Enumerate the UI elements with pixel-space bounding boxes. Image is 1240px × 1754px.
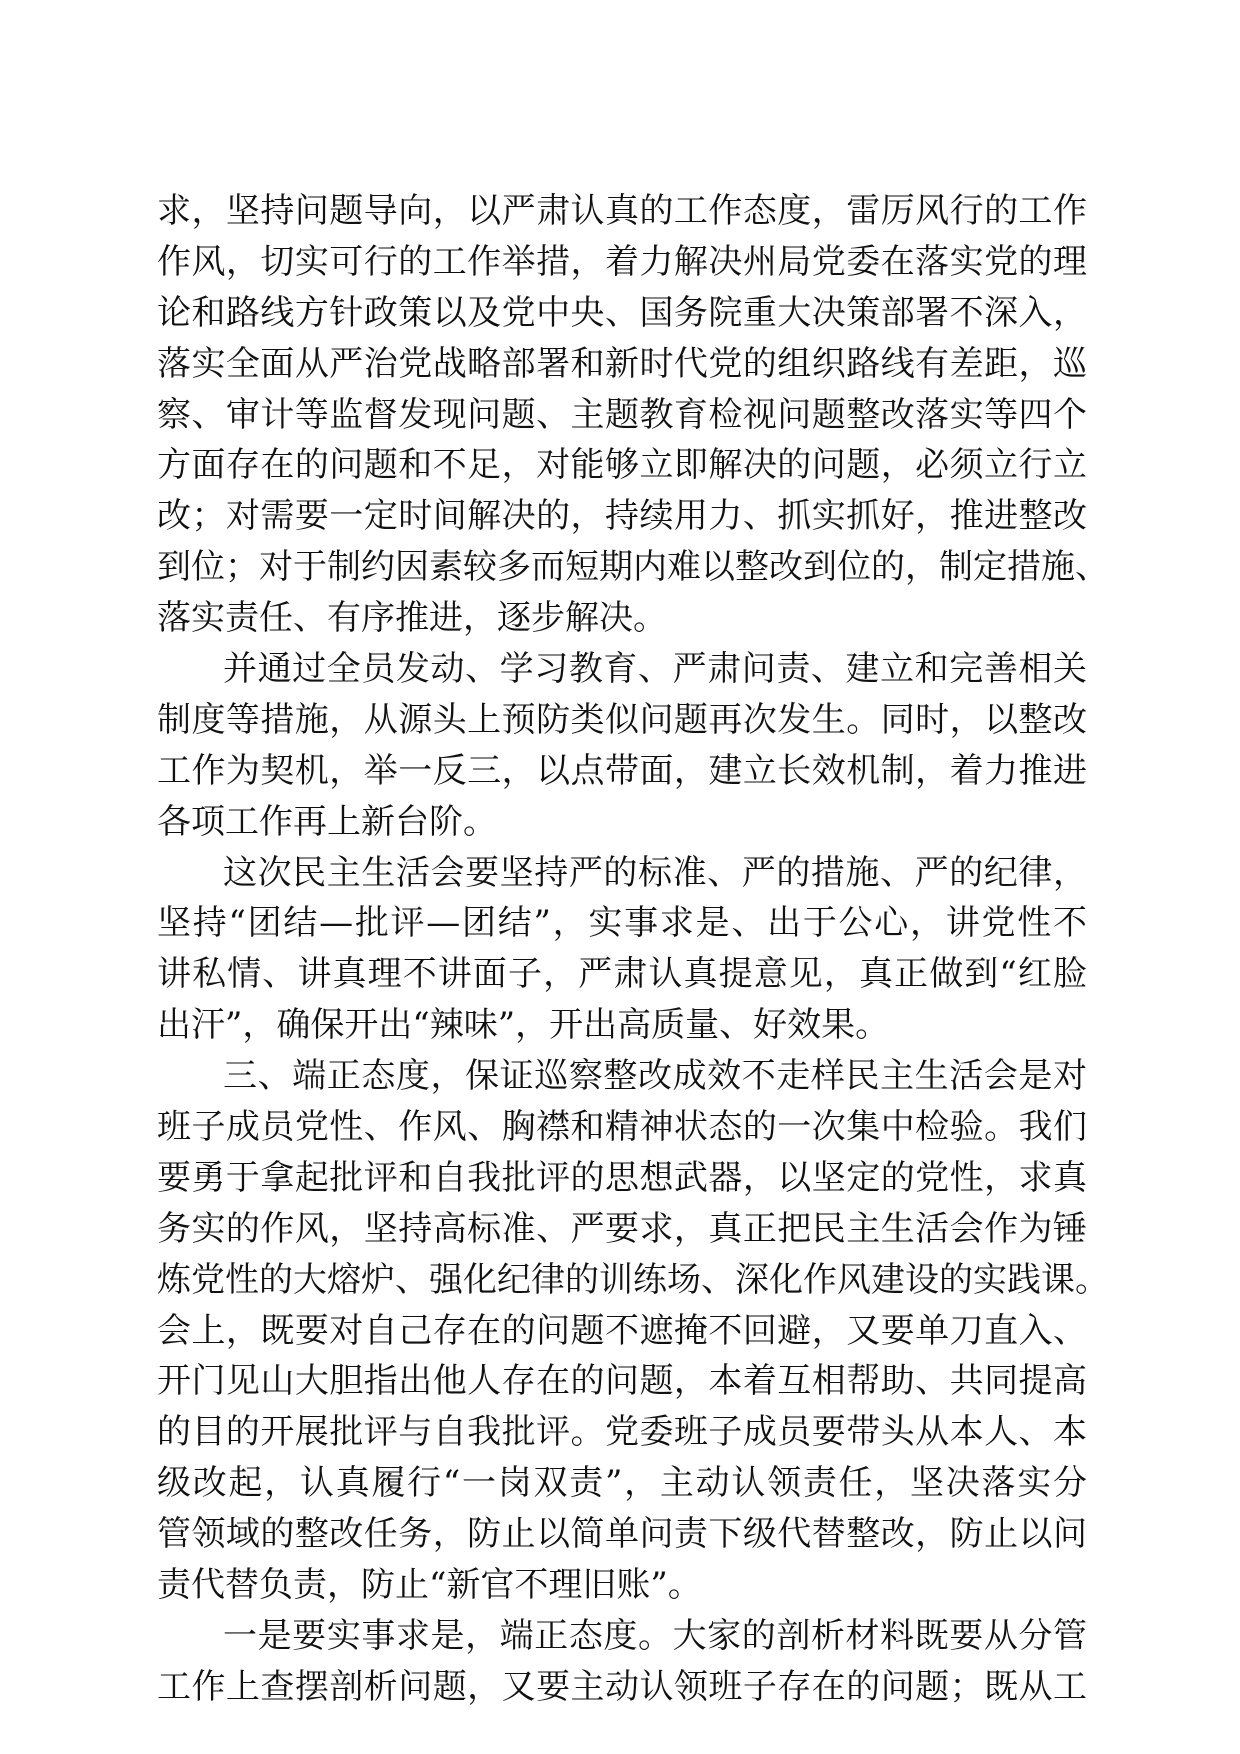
text-line: 作风，切实可行的工作举措，着力解决州局党委在落实党的理 [157,241,1087,282]
paragraph-democratic-life-meeting [157,848,1087,1052]
text-line: 坚持“团结—批评—团结”，实事求是、出于公心，讲党性不 [157,903,1087,944]
paragraph-continuation-rectification [157,186,1109,644]
text-line: 出汗”，确保开出“辣味”，开出高质量、好效果。 [157,1005,890,1046]
text-line: 班子成员党性、作风、胸襟和精神状态的一次集中检验。我们 [157,1107,1087,1148]
text-line: 会上，既要对自己存在的问题不遮掩不回避，又要单刀直入、 [157,1310,1087,1351]
document-body [157,186,1109,1713]
text-line: 级改起，认真履行“一岗双责”，主动认领责任，坚决落实分 [157,1463,1087,1504]
text-line: 到位；对于制约因素较多而短期内难以整改到位的，制定措施、 [157,547,1109,588]
paragraph-prevention [157,644,1087,848]
text-line: 并通过全员发动、学习教育、严肃问责、建立和完善相关 [223,649,1087,690]
text-line: 察、审计等监督发现问题、主题教育检视问题整改落实等四个 [157,394,1087,435]
text-line: 要勇于拿起批评和自我批评的思想武器，以坚定的党性，求真 [157,1157,1087,1198]
text-line: 论和路线方针政策以及党中央、国务院重大决策部署不深入， [157,292,1087,333]
text-line: 务实的作风，坚持高标准、严要求，真正把民主生活会作为锤 [157,1208,1087,1249]
text-line: 方面存在的问题和不足，对能够立即解决的问题，必须立行立 [157,445,1087,486]
text-line: 开门见山大胆指出他人存在的问题，本着互相帮助、共同提高 [157,1361,1087,1402]
text-line: 求，坚持问题导向，以严肃认真的工作态度，雷厉风行的工作 [157,191,1087,231]
paragraph-point-one [157,1611,1087,1713]
text-line: 各项工作再上新台阶。 [157,801,497,842]
text-line: 落实责任、有序推进，逐步解决。 [157,598,667,639]
text-line: 三、端正态度，保证巡察整改成效不走样民主生活会是对 [223,1056,1087,1097]
text-line: 责代替负责，防止“新官不理旧账”。 [157,1565,702,1606]
text-line: 炼党性的大熔炉、强化纪律的训练场、深化作风建设的实践课。 [157,1259,1109,1300]
text-line: 落实全面从严治党战略部署和新时代党的组织路线有差距，巡 [157,343,1087,384]
text-line: 工作上查摆剖析问题，又要主动认领班子存在的问题；既从工 [157,1666,1087,1707]
text-line: 工作为契机，举一反三，以点带面，建立长效机制，着力推进 [157,750,1087,791]
text-line: 管领域的整改任务，防止以简单问责下级代替整改，防止以问 [157,1514,1087,1555]
text-line: 的目的开展批评与自我批评。党委班子成员要带头从本人、本 [157,1412,1087,1453]
text-line: 制度等措施，从源头上预防类似问题再次发生。同时，以整改 [157,699,1087,740]
paragraph-section-three [157,1051,1109,1611]
text-line: 改；对需要一定时间解决的，持续用力、抓实抓好，推进整改 [157,496,1087,537]
text-line: 讲私情、讲真理不讲面子，严肃认真提意见，真正做到“红脸 [157,954,1087,995]
text-line: 一是要实事求是，端正态度。大家的剖析材料既要从分管 [223,1615,1087,1656]
text-line: 这次民主生活会要坚持严的标准、严的措施、严的纪律， [223,852,1087,893]
